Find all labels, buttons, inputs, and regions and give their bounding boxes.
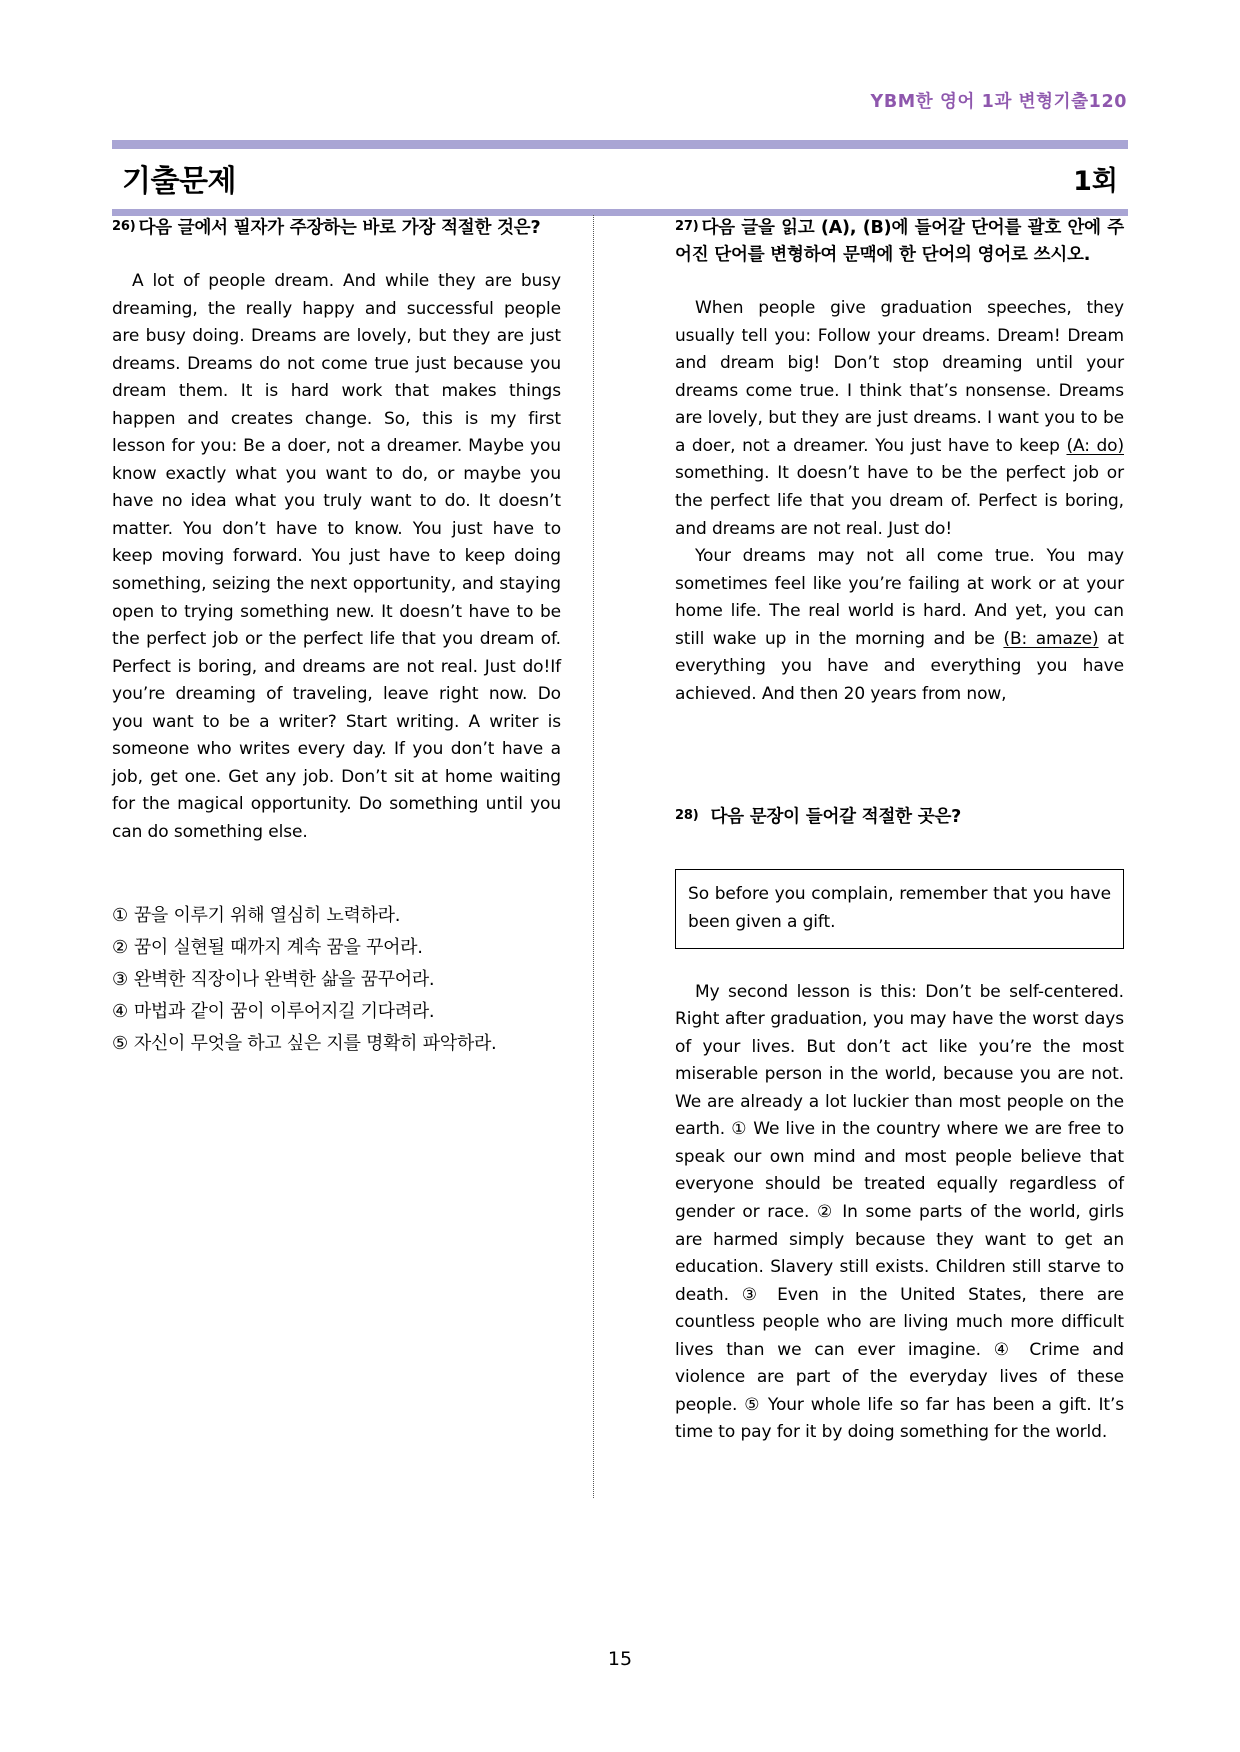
q27-para2-after: at everything you have and everything you have achieved. And then 20 years from now, xyxy=(675,628,1124,704)
spacer xyxy=(675,277,1124,295)
choice-marker: ③ xyxy=(112,969,128,991)
question-26-choices xyxy=(112,900,561,1060)
left-column xyxy=(112,215,567,1505)
question-27-header xyxy=(675,215,1124,269)
question-28-passage: My second lesson is this: Don’t be self-centered. Right after graduation, you may have the worst days of your lives. But don’t act like you’re the most miserable person in the world, because you are not. We are already a lot luckier than most people on the earth. ① We live in the country where we are free to speak our own mind and most people believe that everyone should be treated equally regardless of gender or race. ② In some parts of the world, girls are harmed simply because they want to get an education. Slavery still exists. Children still starve to death. ③ Even in the United States, there are countless people who are living much more difficult lives than we can ever imagine. ④ Crime and violence are part of the everyday lives of these people. ⑤ Your whole life so far has been a gift. It’s time to pay for it by doing something for the world. xyxy=(675,981,1124,1443)
question-27-number: 27) xyxy=(675,219,699,234)
question-27-paragraph-2 xyxy=(675,543,1124,708)
question-28-header xyxy=(675,804,1124,831)
question-28-prompt: 다음 문장이 들어갈 적절한 곳은? xyxy=(710,807,962,828)
q27-para1-after: something. It doesn’t have to be the perfect job or the perfect life that you dream of. Perfect is boring, and dreams are not real. Just do! xyxy=(675,463,1124,539)
title-band-rule-top xyxy=(112,140,1128,149)
question-27-paragraph-1 xyxy=(675,295,1124,543)
q27-para1-before: When people give graduation speeches, they usually tell you: Follow your dreams. Dream! Dream and dream big! Don’t stop dreaming until your dreams come true. I think that’s nonsense. Dreams are lovely, but they are just dreams. I want you to be a doer, not a dreamer. You just have to keep xyxy=(675,298,1124,456)
spacer xyxy=(675,708,1124,804)
choice-label: 자신이 무엇을 하고 싶은 지를 명확히 파악하라. xyxy=(133,1033,497,1055)
choice-label: 꿈이 실현될 때까지 계속 꿈을 꾸어라. xyxy=(133,937,423,959)
choice-marker: ⑤ xyxy=(112,1033,128,1055)
choice-label: 꿈을 이루기 위해 열심히 노력하라. xyxy=(133,905,401,927)
question-28-number: 28) xyxy=(675,808,699,824)
question-27-prompt: 다음 글을 읽고 (A), (B)에 들어갈 단어를 괄호 안에 주어진 단어를 변형하여 문맥에 한 단어의 영어로 쓰시오. xyxy=(675,218,1124,266)
choice-label: 완벽한 직장이나 완벽한 삶을 꿈꾸어라. xyxy=(133,969,435,991)
title-band-inner xyxy=(112,149,1128,209)
right-column xyxy=(669,215,1124,1505)
spacer xyxy=(112,846,561,900)
blank-b: (B: amaze) xyxy=(1003,628,1099,649)
blank-a: (A: do) xyxy=(1066,435,1124,456)
choice-option[interactable] xyxy=(112,1028,561,1060)
page-number: 15 xyxy=(607,1648,633,1670)
spacer xyxy=(675,839,1124,869)
choice-option[interactable] xyxy=(112,964,561,996)
choice-label: 마법과 같이 꿈이 이루어지길 기다려라. xyxy=(133,1001,435,1023)
spacer xyxy=(112,250,561,268)
choice-option[interactable] xyxy=(112,996,561,1028)
choice-marker: ① xyxy=(112,905,128,927)
question-26-passage: A lot of people dream. And while they are busy dreaming, the really happy and successful people are busy doing. Dreams are lovely, but they are just dreams. Dreams do not come true just because you dream them. It is hard work that makes things happen and creates change. So, this is my first lesson for you: Be a doer, not a dreamer. Maybe you know exactly what you want to do, or maybe you have no idea what you truly want to do. It doesn’t matter. You don’t have to know. You just have to keep moving forward. You just have to keep doing something, seizing the next opportunity, and staying open to trying something new. It doesn’t have to be the perfect job or the perfect life that you dream of. Perfect is boring, and dreams are not real. Just do!If you’re dreaming of traveling, leave right now. Do you want to be a writer? Start writing. A writer is someone who writes every day. If you don’t have a job, get one. Get any job. Don’t sit at home waiting for the magical opportunity. Do something until you can do something else. xyxy=(112,271,561,842)
column-divider-holder xyxy=(567,215,618,1505)
q27-para2-before: Your dreams may not all come true. You may sometimes feel like you’re failing at work or at your home life. The real world is hard. And yet, you can still wake up in the morning and be xyxy=(675,546,1124,649)
question-26-header xyxy=(112,215,561,242)
title-band xyxy=(112,140,1128,216)
question-26-number: 26) xyxy=(112,219,136,234)
choice-marker: ② xyxy=(112,937,128,959)
question-26-prompt: 다음 글에서 필자가 주장하는 바로 가장 적절한 것은? xyxy=(138,218,541,238)
running-header-title: YBM한 영어 1과 변형기출120 xyxy=(870,92,1127,112)
two-column-body xyxy=(112,215,1128,1505)
choice-option[interactable] xyxy=(112,932,561,964)
page-title: 기출문제 xyxy=(122,164,236,199)
choice-marker: ④ xyxy=(112,1001,128,1023)
spacer xyxy=(675,949,1124,979)
column-divider xyxy=(593,215,594,1498)
question-28-boxed-sentence: So before you complain, remember that you have been given a gift. xyxy=(675,869,1124,948)
round-label: 1회 xyxy=(1073,165,1118,197)
choice-option[interactable] xyxy=(112,900,561,932)
